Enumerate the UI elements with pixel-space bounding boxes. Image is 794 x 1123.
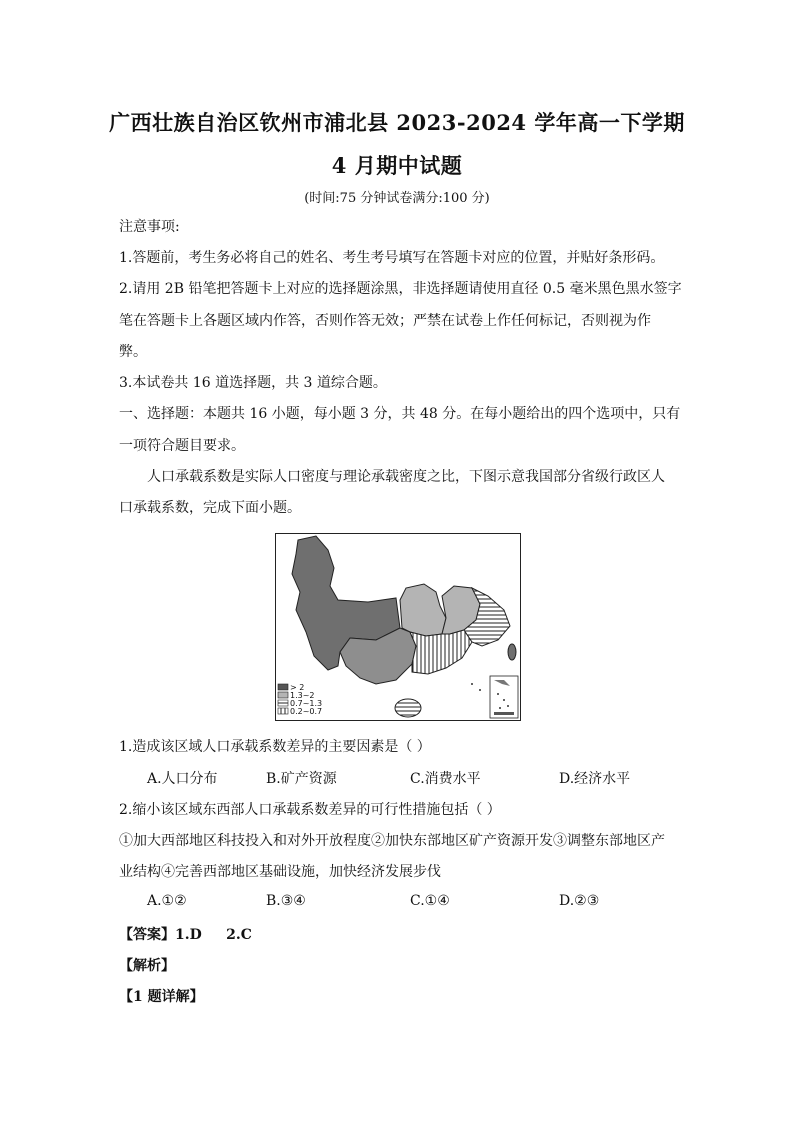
- south-sea-inset: [490, 676, 518, 718]
- q2-detail-a: ①加大西部地区科技投入和对外开放程度②加快东部地区矿产资源开发③调整东部地区产: [119, 833, 665, 849]
- analysis-heading: 【解析】: [119, 958, 175, 974]
- q1-detail-heading: 【1 题详解】: [119, 989, 204, 1005]
- note-2a: 2.请用 2B 铅笔把答题卡上对应的选择题涂黑，非选择题请使用直径 0.5 毫米黑色黑水签字: [119, 281, 682, 297]
- legend-swatch-1: [278, 684, 288, 690]
- note-1: 1.答题前，考生务必将自己的姓名、考生考号填写在答题卡对应的位置，并贴好条形码。: [119, 250, 665, 266]
- q2-option-a: A.①②: [147, 893, 187, 909]
- legend-swatch-4: [278, 708, 288, 714]
- legend-swatch-3: [278, 700, 288, 706]
- legend-label-1: > 2: [290, 683, 305, 692]
- central-region: [400, 584, 446, 636]
- q1-option-b: B.矿产资源: [266, 771, 337, 787]
- taiwan-region: [508, 644, 516, 660]
- legend-label-2: 1.3~2: [290, 691, 315, 700]
- q2-option-b: B.③④: [266, 893, 306, 909]
- note-2b: 笔在答题卡上各题区域内作答，否则作答无效；严禁在试卷上作任何标记，否则视为作: [119, 313, 651, 329]
- intro-line-b: 口承载系数，完成下面小题。: [119, 500, 301, 516]
- section-1-line-b: 一项符合题目要求。: [119, 438, 245, 454]
- q1-option-d: D.经济水平: [559, 771, 631, 787]
- title-line-2: 4 月期中试题: [331, 153, 463, 178]
- note-2c: 弊。: [119, 344, 147, 360]
- population-capacity-map: [275, 533, 521, 721]
- map-legend: [278, 683, 322, 716]
- coastal-region-south: [410, 630, 472, 674]
- legend-label-3: 0.7~1.3: [290, 699, 323, 708]
- legend-label-4: 0.2~0.7: [290, 707, 323, 716]
- q2-option-c: C.①④: [410, 893, 450, 909]
- q2-stem: 2.缩小该区域东西部人口承载系数差异的可行性措施包括（ ）: [119, 802, 501, 818]
- legend-swatch-2: [278, 692, 288, 698]
- answer-line: 【答案】1.D 2.C: [119, 927, 252, 943]
- q2-option-d: D.②③: [559, 893, 600, 909]
- title-line-1: 广西壮族自治区钦州市浦北县 2023-2024 学年高一下学期: [109, 110, 685, 135]
- section-1-line-a: 一、选择题：本题共 16 小题，每小题 3 分，共 48 分。在每小题给出的四个选项中，只有: [119, 406, 681, 422]
- island-region: [395, 699, 421, 717]
- q1-option-a: A.人口分布: [147, 771, 218, 787]
- intro-line-a: 人口承载系数是实际人口密度与理论承载密度之比，下图示意我国部分省级行政区人: [147, 469, 665, 485]
- q2-detail-b: 业结构④完善西部地区基础设施，加快经济发展步伐: [119, 864, 441, 880]
- q1-option-c: C.消费水平: [410, 771, 481, 787]
- notes-heading: 注意事项:: [119, 219, 180, 235]
- note-3: 3.本试卷共 16 道选择题，共 3 道综合题。: [119, 375, 387, 391]
- q1-stem: 1.造成该区域人口承载系数差异的主要因素是（ ）: [119, 739, 431, 755]
- exam-info: (时间:75 分钟试卷满分:100 分): [304, 191, 490, 206]
